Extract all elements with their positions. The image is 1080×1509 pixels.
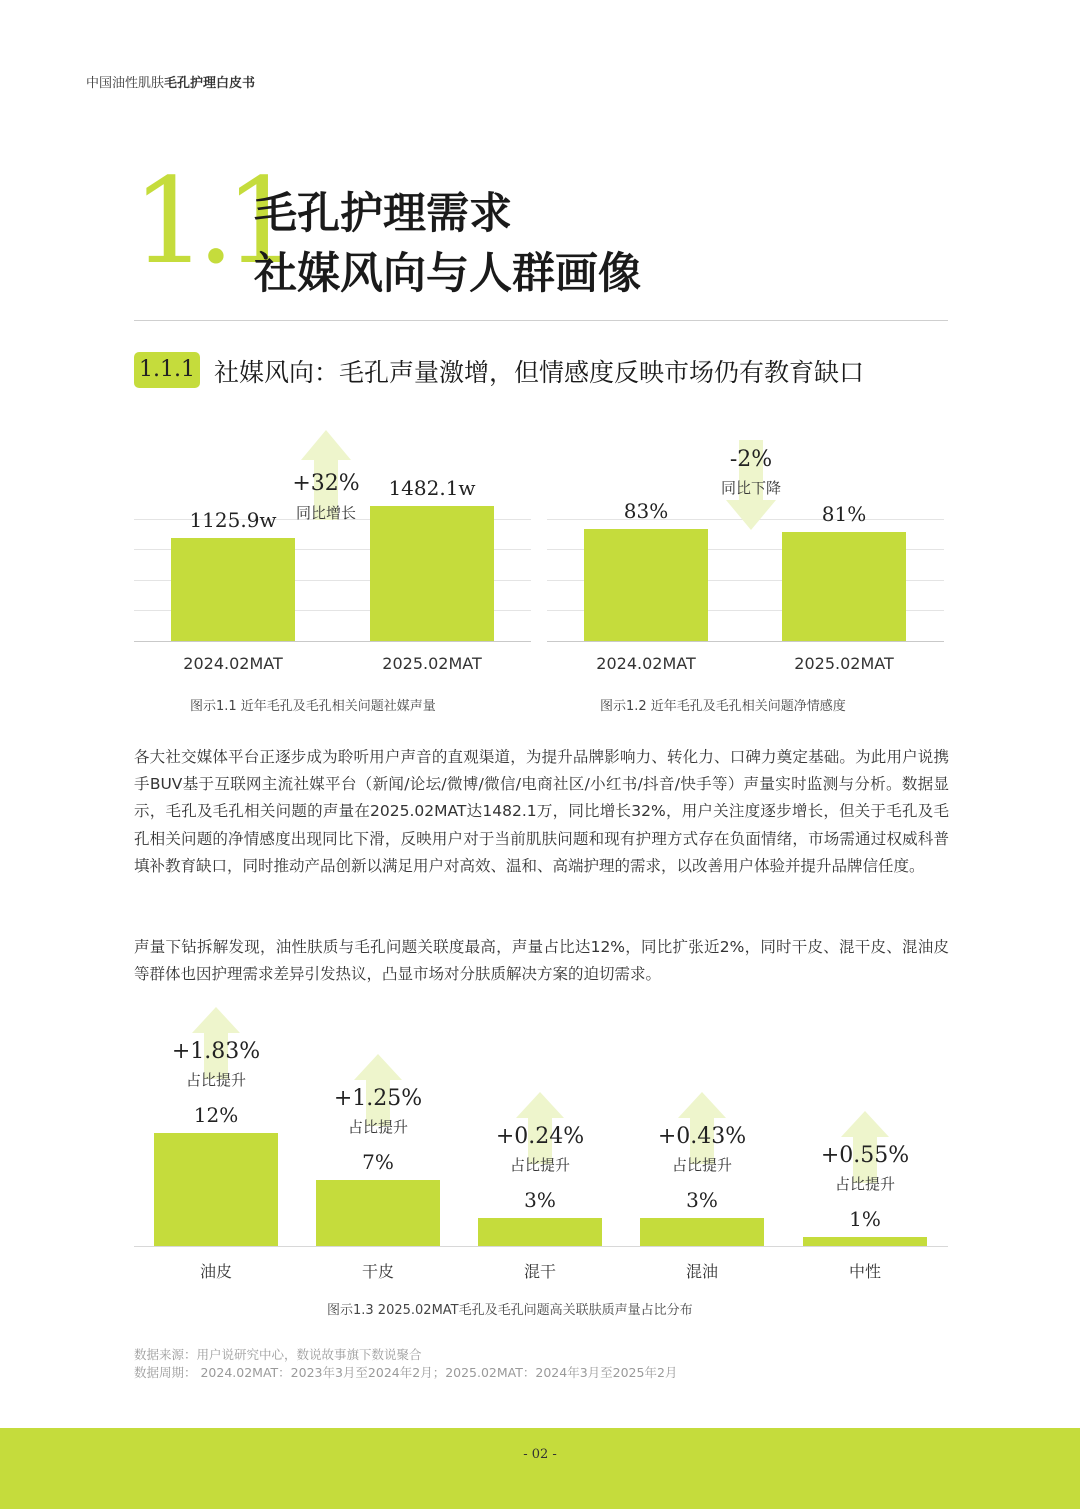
chart3-category-combo-oily: 混油 xyxy=(685,1262,719,1281)
chart2-caption: 图示1.2 近年毛孔及毛孔相关问题净情感度 xyxy=(600,699,846,714)
chart3-category-oily: 油皮 xyxy=(199,1262,233,1281)
chart3-change-value-combo-dry: +0.24% xyxy=(495,1124,585,1149)
header-bold: 毛孔护理白皮书 xyxy=(164,76,256,91)
chart2-category-2024: 2024.02MAT xyxy=(596,654,696,673)
chart2-change-text: 同比下降 xyxy=(720,479,782,497)
chart3-value-label-dry: 7% xyxy=(362,1150,394,1174)
chart2-value-label-2024: 83% xyxy=(623,499,669,523)
chart3-axis xyxy=(134,1246,948,1247)
chart3-change-text-combo-oily: 占比提升 xyxy=(671,1156,733,1174)
section-number-badge: 1.1.1 xyxy=(134,352,200,388)
chart3-change-text-normal: 占比提升 xyxy=(834,1175,896,1193)
chart1-category-2024: 2024.02MAT xyxy=(183,654,283,673)
chart1-change-text: 同比增长 xyxy=(295,504,357,522)
chart2-bar-2025 xyxy=(782,532,906,641)
chart3-change-value-combo-oily: +0.43% xyxy=(657,1124,747,1149)
chart3-bar-oily xyxy=(154,1133,278,1246)
chart2-category-2025: 2025.02MAT xyxy=(794,654,894,673)
data-source-note: 数据来源：用户说研究中心，数说故事旗下数说聚合 xyxy=(134,1347,422,1362)
chapter-number: 1.1 xyxy=(132,152,290,290)
chart3-category-normal: 中性 xyxy=(848,1262,882,1281)
document-header xyxy=(86,72,255,91)
chapter-title-line1: 毛孔护理需求 xyxy=(254,189,512,239)
chart1-value-label-2024: 1125.9w xyxy=(189,508,277,532)
chart3-bar-dry xyxy=(316,1180,440,1246)
title-divider xyxy=(134,320,948,321)
chart1-value-label-2025: 1482.1w xyxy=(388,476,476,500)
page-number: - 02 - xyxy=(523,1447,557,1462)
chart3-change-text-combo-dry: 占比提升 xyxy=(509,1156,571,1174)
footer-band xyxy=(0,1428,1080,1509)
chart3-bar-combo-dry xyxy=(478,1218,602,1246)
data-period-note: 数据周期： 2024.02MAT：2023年3月至2024年2月；2025.02MAT：2024年3月至2025年2月 xyxy=(134,1365,678,1380)
chart3-change-value-oily: +1.83% xyxy=(171,1039,261,1064)
chart3-value-label-normal: 1% xyxy=(849,1207,881,1231)
chart1-category-2025: 2025.02MAT xyxy=(382,654,482,673)
chart3-value-label-oily: 12% xyxy=(193,1103,239,1127)
chart3-bar-normal xyxy=(803,1237,927,1246)
chart3-change-text-dry: 占比提升 xyxy=(347,1118,409,1136)
chart3-caption: 图示1.3 2025.02MAT毛孔及毛孔问题高关联肤质声量占比分布 xyxy=(327,1303,693,1318)
section-title: 社媒风向：毛孔声量激增，但情感度反映市场仍有教育缺口 xyxy=(214,358,865,387)
chart3-category-combo-dry: 混干 xyxy=(523,1262,557,1281)
chart1-bar-2025 xyxy=(370,506,494,641)
body-paragraph-1: 各大社交媒体平台正逐步成为聆听用户声音的直观渠道，为提升品牌影响力、转化力、口碑力奠定基础。为此用户说携手BUV基于互联网主流社媒平台（新闻/论坛/微博/微信/电商社区/小红书/抖音/快手等）声量实时监测与分析。数据显示，毛孔及毛孔相关问题的声量在2025.02MAT达1482.1万，同比增长32%，用户关注度逐步增长，但关于毛孔及毛孔相关问题的净情感度出现同比下滑，反映用户对于当前肌肤问题和现有护理方式存在负面情绪，市场需通过权威科普填补教育缺口，同时推动产品创新以满足用户对高效、温和、高端护理的需求，以改善用户体验并提升品牌信任度。 xyxy=(134,748,949,875)
chart3-category-dry: 干皮 xyxy=(361,1262,395,1281)
header-prefix: 中国油性肌肤 xyxy=(86,76,165,91)
chart2-bar-2024 xyxy=(584,529,708,641)
chart1-axis xyxy=(134,641,531,642)
chart3-change-text-oily: 占比提升 xyxy=(185,1071,247,1089)
chart3-bar-combo-oily xyxy=(640,1218,764,1246)
chart3-change-value-normal: +0.55% xyxy=(820,1143,910,1168)
chart1-caption: 图示1.1 近年毛孔及毛孔相关问题社媒声量 xyxy=(190,699,436,714)
chart2-axis xyxy=(547,641,944,642)
chart3-change-value-dry: +1.25% xyxy=(333,1086,423,1111)
chart2-change-value: -2% xyxy=(729,447,773,472)
chart3-value-label-combo-dry: 3% xyxy=(524,1188,556,1212)
chart2-value-label-2025: 81% xyxy=(821,502,867,526)
chart3-value-label-combo-oily: 3% xyxy=(686,1188,718,1212)
chart1-change-value: +32% xyxy=(292,471,360,496)
chart1-bar-2024 xyxy=(171,538,295,641)
body-paragraph-2: 声量下钻拆解发现，油性肤质与毛孔问题关联度最高，声量占比达12%，同比扩张近2%，同时干皮、混干皮、混油皮等群体也因护理需求差异引发热议，凸显市场对分肤质解决方案的迫切需求。 xyxy=(134,938,949,984)
chapter-title-line2: 社媒风向与人群画像 xyxy=(254,249,641,299)
